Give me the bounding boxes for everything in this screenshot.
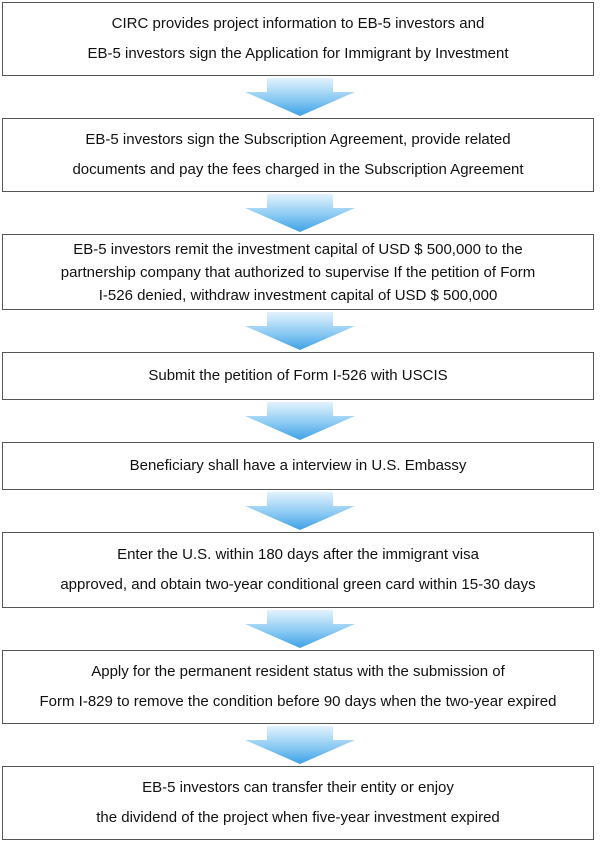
step-text-line: EB-5 investors sign the Application for Immigrant by Investment xyxy=(87,45,509,62)
step-6-enter-us-green-card xyxy=(2,532,594,608)
down-arrow-icon xyxy=(245,492,355,530)
down-arrow-icon xyxy=(245,78,355,116)
step-text-line: the dividend of the project when five-year investment expired xyxy=(96,809,500,826)
step-text-line: I-526 denied, withdraw investment capital of USD $ 500,000 xyxy=(98,286,498,304)
step-text-line: Beneficiary shall have a interview in U.S. Embassy xyxy=(129,457,467,474)
step-5-embassy-interview xyxy=(2,442,594,490)
step-text-line: Form I-829 to remove the condition before 90 days when the two-year expired xyxy=(39,693,557,710)
step-text-line: EB-5 investors can transfer their entity or enjoy xyxy=(142,779,454,796)
step-3-remit-investment-capital xyxy=(2,234,594,310)
down-arrow-icon xyxy=(245,402,355,440)
down-arrow-icon xyxy=(245,726,355,764)
step-text-line: CIRC provides project information to EB-5 investors and xyxy=(111,15,485,32)
step-2-subscription-agreement xyxy=(2,118,594,192)
step-1-project-information xyxy=(2,2,594,76)
step-text-line: approved, and obtain two-year conditional green card within 15-30 days xyxy=(60,576,536,593)
down-arrow-icon xyxy=(245,194,355,232)
step-text-line: documents and pay the fees charged in the Subscription Agreement xyxy=(72,161,524,178)
step-8-transfer-or-dividend xyxy=(2,766,594,840)
step-text-line: Enter the U.S. within 180 days after the immigrant visa xyxy=(117,546,479,563)
step-4-submit-i526 xyxy=(2,352,594,400)
step-text-line: Apply for the permanent resident status with the submission of xyxy=(91,663,505,680)
down-arrow-icon xyxy=(245,312,355,350)
step-text-line: partnership company that authorized to supervise If the petition of Form xyxy=(60,263,536,281)
step-7-i829-permanent-resident xyxy=(2,650,594,724)
down-arrow-icon xyxy=(245,610,355,648)
step-text-line: EB-5 investors remit the investment capital of USD $ 500,000 to the xyxy=(73,240,523,258)
step-text-line: EB-5 investors sign the Subscription Agreement, provide related xyxy=(85,131,511,148)
step-text-line: Submit the petition of Form I-526 with USCIS xyxy=(148,367,448,384)
